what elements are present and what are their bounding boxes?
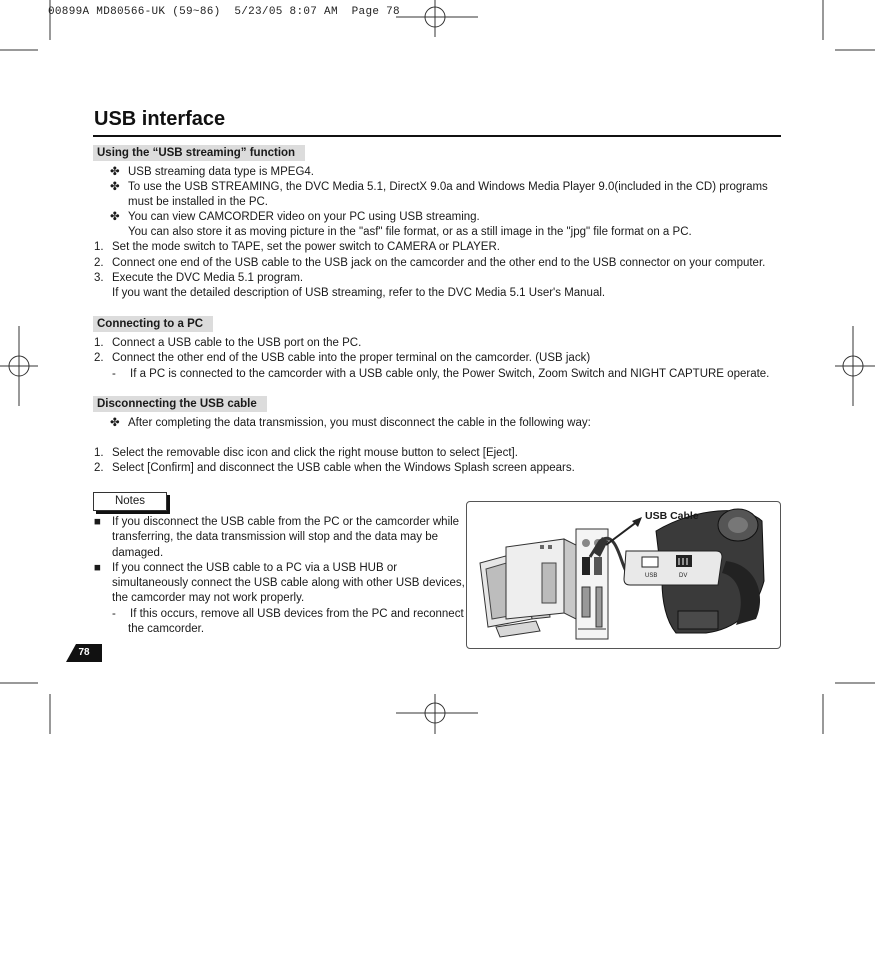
bullet-item: ✤ You can view CAMCORDER video on your PC using USB streaming. [110, 211, 480, 223]
notes-label: Notes [93, 492, 167, 511]
page-title: USB interface [94, 108, 226, 130]
square-bullet-icon: ■ [94, 562, 101, 574]
note-item: ■ If you disconnect the USB cable from the PC or the camcorder while [94, 516, 460, 528]
bullet-icon: ✤ [110, 166, 120, 178]
bullet-item: ✤ USB streaming data type is MPEG4. [110, 166, 314, 178]
step-item: 2. Connect the other end of the USB cable into the proper terminal on the camcorder. (USB jack) [94, 352, 591, 364]
note-sub-item: - If this occurs, remove all USB devices from the PC and reconnect [112, 608, 464, 620]
sub-item: - If a PC is connected to the camcorder with a USB cable only, the Power Switch, Zoom Switch and NIGHT CAPTURE operate. [112, 368, 770, 380]
note-continuation: the camcorder. [128, 623, 205, 635]
step-item: 1. Connect a USB cable to the USB port on the PC. [94, 337, 362, 349]
square-bullet-icon: ■ [94, 516, 101, 528]
note-item: ■ If you connect the USB cable to a PC via a USB HUB or [94, 562, 398, 574]
bullet-icon: ✤ [110, 211, 120, 223]
section-heading-usb-streaming: Using the “USB streaming” function [93, 145, 305, 161]
usb-connection-illustration [466, 501, 779, 647]
page-number: 78 [78, 647, 90, 658]
note-continuation: transferring, the data transmission will stop and the data may be [112, 531, 439, 543]
step-item: 1. Select the removable disc icon and click the right mouse button to select [Eject]. [94, 447, 518, 459]
print-header: 00899A MD80566-UK (59~86) 5/23/05 8:07 AM Page 78 [48, 6, 400, 18]
usb-port-label: USB [645, 573, 658, 579]
usb-cable-label: USB Cable [645, 510, 699, 522]
bullet-continuation: You can also store it as moving picture in the "asf" file format, or as a still image in the "jpg" file format on a PC. [128, 226, 692, 238]
note-continuation: damaged. [112, 547, 164, 559]
bullet-item: ✤ After completing the data transmission, you must disconnect the cable in the following way: [110, 417, 591, 429]
note-continuation: simultaneously connect the USB cable along with other USB devices, [112, 577, 465, 589]
bullet-icon: ✤ [110, 417, 120, 429]
dv-port-label: DV [679, 573, 688, 579]
section-heading-connecting: Connecting to a PC [93, 316, 213, 332]
section-heading-disconnecting: Disconnecting the USB cable [93, 396, 267, 412]
step-item: 1. Set the mode switch to TAPE, set the power switch to CAMERA or PLAYER. [94, 241, 500, 253]
step-item: 3. Execute the DVC Media 5.1 program. [94, 272, 304, 284]
usb-port-icon [642, 557, 658, 567]
title-rule [93, 135, 781, 137]
pc-tower-icon [506, 539, 576, 619]
step-continuation: If you want the detailed description of USB streaming, refer to the DVC Media 5.1 User's Manual. [112, 287, 606, 299]
bullet-icon: ✤ [110, 181, 120, 193]
bullet-item: ✤ To use the USB STREAMING, the DVC Media 5.1, DirectX 9.0a and Windows Media Player 9.0(included in the CD) programs [110, 181, 768, 193]
step-item: 2. Select [Confirm] and disconnect the USB cable when the Windows Splash screen appears. [94, 462, 575, 474]
note-continuation: the camcorder may not work properly. [112, 592, 305, 604]
page-number-badge [66, 644, 102, 662]
bullet-continuation: must be installed in the PC. [128, 196, 268, 208]
port-callout-panel [624, 551, 722, 585]
step-item: 2. Connect one end of the USB cable to the USB jack on the camcorder and the other end to the USB connector on your computer. [94, 257, 766, 269]
dv-port-icon [676, 555, 692, 567]
